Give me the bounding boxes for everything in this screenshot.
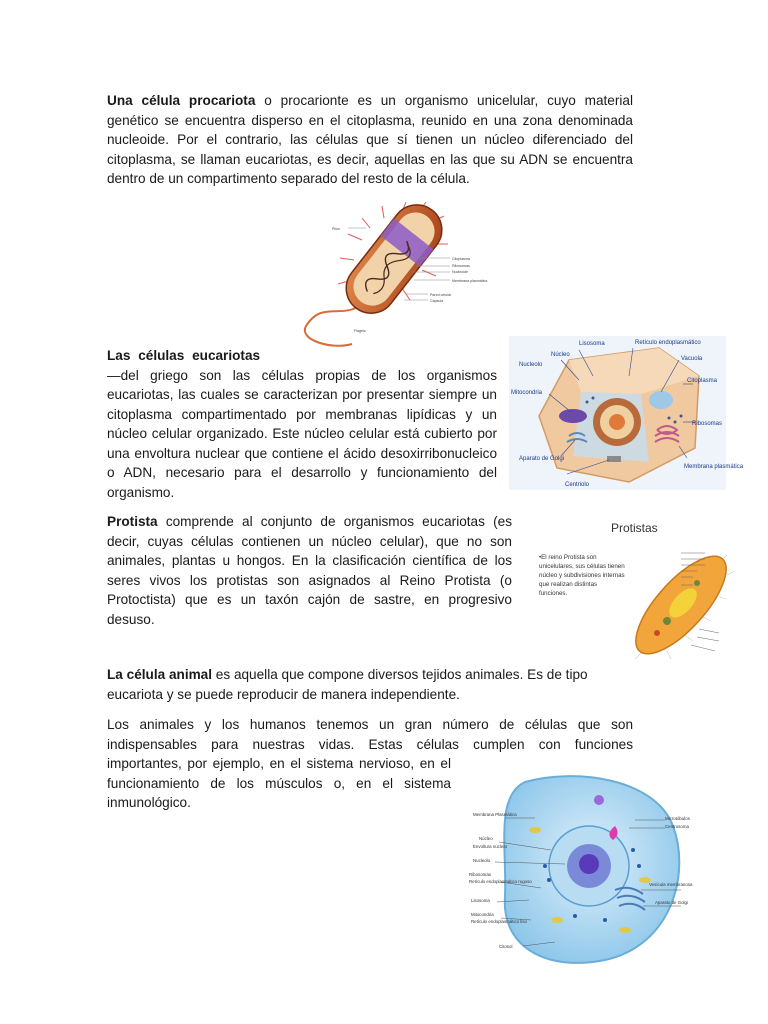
- protista-slide-caption: •El reino Protista son unicelulares, sus células tienen núcleo y subdivisiones internas que realizan distintas funciones.: [539, 554, 625, 597]
- animal-cell-figure: [465, 770, 705, 970]
- label-microtubulos: Microtúbulos: [665, 816, 690, 821]
- label-membrana-euk: Membrana plasmática: [684, 464, 744, 470]
- label-pilus: Pilus: [332, 227, 340, 231]
- label-envoltura-nuclear: Envoltura nuclear: [473, 844, 508, 849]
- animal-paragraph-2-full: [107, 715, 633, 754]
- label-nucleolo: Nucleolo: [519, 362, 543, 368]
- label-pared: Pared celular: [430, 293, 452, 297]
- label-mitocondria: Mitocondria: [511, 390, 543, 396]
- animal-paragraph-1: [107, 665, 637, 704]
- label-lisosoma-animal: Lisosoma: [471, 898, 490, 903]
- paramecium-icon: [623, 541, 743, 671]
- animal-para2-full: Los animales y los humanos tenemos un gran número de células que son indispensables para nuestras vidas. Estas células cumplen con funciones: [107, 717, 633, 752]
- animal-lead: La célula animal: [107, 667, 213, 682]
- protista-paragraph: [107, 512, 512, 629]
- label-vacuola: Vacuola: [681, 356, 703, 362]
- protista-slide-figure: [525, 505, 743, 673]
- intro-paragraph: [107, 91, 633, 189]
- flagellum-icon: [305, 304, 362, 346]
- label-citosol: Citosol: [499, 944, 513, 949]
- label-nucleo-animal: Núcleo: [479, 836, 493, 841]
- eukaryote-text: —del griego son las células propias de los organismos eucariotas, las cuales se caracterizan por presentar siempre un citoplasma compartimentado por membranas lipídicas y un núcleo celular organizado. Este núcleo celular está cubierto por una envoltura nuclear que contiene el ácido desoxirribonucleico o ADN, necesario para el desarrollo y funcionamiento del organismo.: [107, 367, 497, 500]
- label-reticulo-liso: Retículo endoplasmático liso: [471, 919, 527, 924]
- label-golgi: Aparato de Golgi: [519, 456, 565, 462]
- intro-lead: Una célula procariota: [107, 93, 256, 108]
- animal-text: es aquella que compone diversos tejidos animales. Es de tipo eucariota y se puede reproducir de manera independiente.: [107, 667, 588, 702]
- animal-paragraph-2-rest: [107, 754, 451, 813]
- label-citoplasma: Citoplasma: [452, 257, 470, 261]
- label-mitocondria-animal: Mitocondria: [471, 912, 494, 917]
- protista-text: comprende al conjunto de organismos eucariotas (es decir, cuyas células contienen un núcleo celular), que no son animales, plantas u hongos. En la clasificación científica de los seres vivos los protistas son asignados al Reino Protista (o Protoctista) que es un taxón cajón de sastre, en progresivo desuso.: [107, 514, 512, 627]
- protista-slide-title: Protistas: [611, 521, 658, 535]
- bacterium-body: [336, 195, 452, 323]
- eukaryote-cell-figure: [509, 336, 744, 490]
- label-citoplasma-euk: Citoplasma: [687, 378, 718, 384]
- intro-text: o procarionte es un organismo unicelular, cuyo material genético se encuentra disperso en el citoplasma, reunido en una zona denominada nucleoide. Por el contrario, las células que sí tienen un núcleo diferenciado del citoplasma, se llaman eucariotas, es decir, aquellas en las que su ADN se encuentra dentro de un compartimento separado del resto de la célula.: [107, 93, 633, 186]
- label-membrana-plasmatica: Membrana Plasmática: [473, 812, 517, 817]
- label-centrosoma: Centrosoma: [665, 824, 689, 829]
- animal-para2-rest: importantes, por ejemplo, en el sistema nervioso, en el funcionamiento de los músculos o, en el sistema inmunológico.: [107, 756, 451, 810]
- label-nucleolo-animal: Nucleolo: [473, 858, 491, 863]
- label-flagelo: Flagelo: [354, 329, 366, 333]
- label-ribosomas-animal: Ribosomas: [469, 872, 491, 877]
- label-centriolo: Centriolo: [565, 482, 590, 488]
- label-reticulo: Retículo endoplasmático: [635, 340, 701, 346]
- eukaryote-paragraph: [107, 346, 497, 502]
- label-capsula: Cápsula: [430, 299, 444, 303]
- prokaryote-cell-figure: [292, 200, 492, 352]
- eukaryote-heading: Las células eucariotas: [107, 348, 261, 363]
- label-nucleoide: Nucleoide: [452, 270, 468, 274]
- label-membrana: Membrana plasmática: [452, 279, 488, 283]
- label-ribosomas: Ribosomas: [452, 264, 470, 268]
- label-ribosomas-euk: Ribosomas: [692, 421, 723, 427]
- protista-lead: Protista: [107, 514, 158, 529]
- label-vesicula: Vesícula membranosa: [649, 882, 693, 887]
- label-golgi-animal: Aparato de Golgi: [655, 900, 688, 905]
- label-nucleo: Núcleo: [551, 352, 570, 358]
- label-reticulo-rugoso: Retículo endoplasmático rugoso: [469, 879, 532, 884]
- label-lisosoma: Lisosoma: [579, 341, 605, 347]
